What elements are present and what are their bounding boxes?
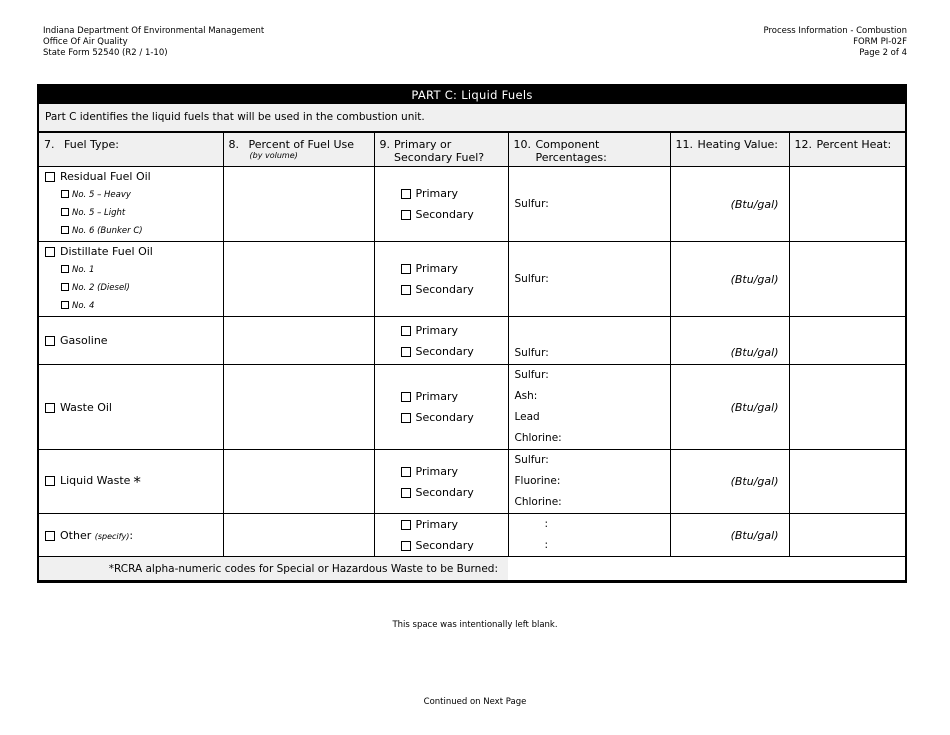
component-input[interactable]: Sulfur: Fluorine: Chlorine: (508, 450, 670, 514)
checkbox-icon[interactable] (45, 247, 55, 257)
subtype-no5-light[interactable]: No. 5 – Light (39, 204, 223, 222)
fuel-checkbox-liquid-waste[interactable]: Liquid Waste * (39, 473, 223, 491)
form-title: Process Information - Combustion (763, 26, 907, 36)
agency-name: Indiana Department Of Environmental Management (43, 26, 265, 36)
rcra-codes-row (39, 557, 905, 581)
row-waste-oil (39, 365, 905, 450)
primary-option[interactable]: Primary (401, 461, 508, 482)
form-number: State Form 52540 (R2 / 1-10) (43, 48, 168, 58)
fuel-checkbox-other[interactable]: Other (specify): (39, 529, 223, 542)
section-title: PART C: Liquid Fuels (39, 86, 905, 104)
checkbox-icon[interactable] (401, 413, 411, 423)
office-name: Office Of Air Quality (43, 37, 128, 47)
secondary-option[interactable]: Secondary (401, 204, 508, 225)
percent-heat-input[interactable] (789, 242, 905, 317)
checkbox-icon[interactable] (401, 264, 411, 274)
column-header-row (39, 133, 905, 167)
primary-option[interactable]: Primary (401, 320, 508, 341)
component-input[interactable]: Sulfur: (508, 242, 670, 317)
row-liquid-waste (39, 450, 905, 514)
subtype-no5-heavy[interactable]: No. 5 – Heavy (39, 186, 223, 204)
checkbox-icon[interactable] (401, 347, 411, 357)
rcra-codes-label: *RCRA alpha-numeric codes for Special or Hazardous Waste to be Burned: (39, 557, 508, 581)
agency-header (43, 26, 264, 59)
primary-option[interactable]: Primary (401, 183, 508, 204)
percent-fuel-input[interactable] (223, 242, 374, 317)
col-fuel-type: 7. Fuel Type: (39, 133, 223, 167)
row-residual-fuel-oil (39, 167, 905, 242)
checkbox-icon[interactable] (401, 210, 411, 220)
component-input[interactable]: : : (508, 514, 670, 557)
part-c-form (37, 84, 907, 583)
heating-value-input[interactable]: (Btu/gal) (670, 514, 789, 557)
page-number: Page 2 of 4 (859, 48, 907, 58)
row-distillate-fuel-oil (39, 242, 905, 317)
row-gasoline (39, 317, 905, 365)
percent-heat-input[interactable] (789, 317, 905, 365)
fuel-checkbox-residual[interactable]: Residual Fuel Oil (39, 168, 223, 186)
heating-value-input[interactable]: (Btu/gal) (670, 450, 789, 514)
col-primary-secondary: 9. Primary or Secondary Fuel? (374, 133, 508, 167)
checkbox-icon[interactable] (61, 301, 69, 309)
percent-heat-input[interactable] (789, 167, 905, 242)
secondary-option[interactable]: Secondary (401, 407, 508, 428)
component-input[interactable]: Sulfur: (508, 317, 670, 365)
component-input[interactable]: Sulfur: (508, 167, 670, 242)
rcra-codes-input[interactable] (508, 557, 905, 581)
primary-option[interactable]: Primary (401, 386, 508, 407)
percent-heat-input[interactable] (789, 365, 905, 450)
checkbox-icon[interactable] (401, 189, 411, 199)
checkbox-icon[interactable] (61, 283, 69, 291)
asterisk-marker: * (133, 472, 141, 491)
percent-fuel-input[interactable] (223, 365, 374, 450)
checkbox-icon[interactable] (401, 392, 411, 402)
percent-fuel-input[interactable] (223, 514, 374, 557)
checkbox-icon[interactable] (45, 476, 55, 486)
col-percent-fuel-use: 8. Percent of Fuel Use (by volume) (223, 133, 374, 167)
checkbox-icon[interactable] (61, 226, 69, 234)
subtype-no4[interactable]: No. 4 (39, 297, 223, 315)
primary-option[interactable]: Primary (401, 514, 508, 535)
row-other (39, 514, 905, 557)
fuel-checkbox-distillate[interactable]: Distillate Fuel Oil (39, 243, 223, 261)
checkbox-icon[interactable] (45, 336, 55, 346)
checkbox-icon[interactable] (45, 403, 55, 413)
checkbox-icon[interactable] (401, 285, 411, 295)
percent-heat-input[interactable] (789, 450, 905, 514)
heating-value-input[interactable]: (Btu/gal) (670, 167, 789, 242)
blank-space-note: This space was intentionally left blank. (392, 620, 558, 630)
subtype-no2-diesel[interactable]: No. 2 (Diesel) (39, 279, 223, 297)
checkbox-icon[interactable] (401, 467, 411, 477)
subtype-no6-bunker-c[interactable]: No. 6 (Bunker C) (39, 222, 223, 240)
checkbox-icon[interactable] (401, 520, 411, 530)
form-code: FORM PI-02F (853, 37, 907, 47)
fuel-checkbox-gasoline[interactable]: Gasoline (39, 334, 223, 347)
checkbox-icon[interactable] (61, 208, 69, 216)
percent-fuel-input[interactable] (223, 317, 374, 365)
secondary-option[interactable]: Secondary (401, 482, 508, 503)
percent-heat-input[interactable] (789, 514, 905, 557)
checkbox-icon[interactable] (401, 541, 411, 551)
continued-note: Continued on Next Page (423, 697, 527, 707)
percent-fuel-input[interactable] (223, 167, 374, 242)
col-heating-value: 11. Heating Value: (670, 133, 789, 167)
liquid-fuels-table (39, 132, 905, 581)
checkbox-icon[interactable] (45, 531, 55, 541)
col-percent-heat: 12. Percent Heat: (789, 133, 905, 167)
heating-value-input[interactable]: (Btu/gal) (670, 242, 789, 317)
col-component-percentages: 10. Component Percentages: (508, 133, 670, 167)
checkbox-icon[interactable] (401, 488, 411, 498)
checkbox-icon[interactable] (401, 326, 411, 336)
heating-value-input[interactable]: (Btu/gal) (670, 365, 789, 450)
checkbox-icon[interactable] (45, 172, 55, 182)
checkbox-icon[interactable] (61, 265, 69, 273)
fuel-checkbox-waste-oil[interactable]: Waste Oil (39, 401, 223, 414)
component-input[interactable]: Sulfur: Ash: Lead Chlorine: (508, 365, 670, 450)
form-header (763, 26, 907, 59)
secondary-option[interactable]: Secondary (401, 341, 508, 362)
subtype-no1[interactable]: No. 1 (39, 261, 223, 279)
checkbox-icon[interactable] (61, 190, 69, 198)
secondary-option[interactable]: Secondary (401, 535, 508, 556)
heating-value-input[interactable]: (Btu/gal) (670, 317, 789, 365)
section-intro: Part C identifies the liquid fuels that will be used in the combustion unit. (39, 104, 905, 132)
secondary-option[interactable]: Secondary (401, 279, 508, 300)
primary-option[interactable]: Primary (401, 258, 508, 279)
percent-fuel-input[interactable] (223, 450, 374, 514)
